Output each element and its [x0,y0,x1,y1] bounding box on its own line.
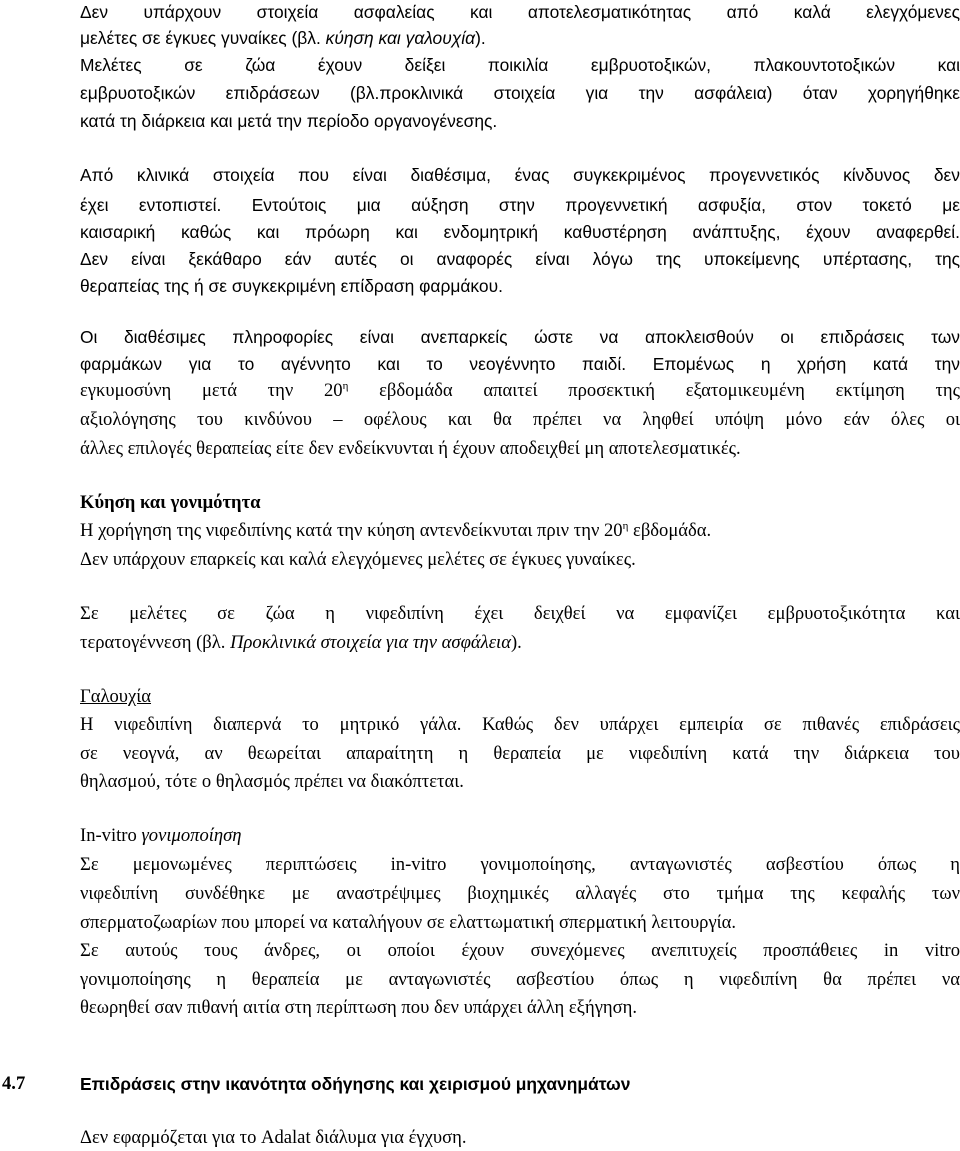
text-line: κατά τη διάρκεια και μετά την περίοδο οργανογένεσης. [80,111,498,131]
text-span: εβδομάδα. [628,520,712,541]
text-line: Σε μελέτες σε ζώα η νιφεδιπίνη έχει δειχθεί να εμφανίζει εμβρυοτοξικότητα και [80,603,960,624]
text-line: καισαρική καθώς και πρόωρη και ενδομητρική καθυστέρηση ανάπτυξης, έχουν αναφερθεί. [80,222,960,242]
italic-reference: Προκλινικά στοιχεία για την ασφάλεια [230,632,511,653]
text-line: Μελέτες σε ζώα έχουν δείξει ποικιλία εμβρυοτοξικών, πλακουντοτοξικών και [80,55,960,75]
text-line: Η νιφεδιπίνη διαπερνά το μητρικό γάλα. Καθώς δεν υπάρχει εμπειρία σε πιθανές επιδράσεις [80,714,960,735]
subheading-lactation: Γαλουχία [80,686,152,707]
text-line: Δεν είναι ξεκάθαρο εάν αυτές οι αναφορές είναι λόγω της υποκείμενης υπέρτασης, της [80,249,960,269]
text-line: Οι διαθέσιμες πληροφορίες είναι ανεπαρκείς ώστε να αποκλεισθούν οι επιδράσεις των [80,327,960,347]
text-span: μελέτες σε έγκυες γυναίκες (βλ. [80,28,326,48]
subheading-ivf [80,824,242,848]
text-line: θεωρηθεί σαν πιθανή αιτία στη περίπτωση που δεν υπάρχει άλλη εξήγηση. [80,997,638,1018]
text-span: ). [475,28,486,48]
italic-text: γονιμοποίηση [141,825,242,846]
section-body: Δεν εφαρμόζεται για το Adalat διάλυμα για έγχυση. [80,1127,467,1148]
text-line: σε νεογνά, αν θεωρείται απαραίτητη η θεραπεία με νιφεδιπίνη κατά την διάρκεια του [80,743,960,764]
text-line: Σε μεμονωμένες περιπτώσεις in-vitro γονιμοποίησης, ανταγωνιστές ασβεστίου όπως η [80,854,960,875]
text-span: τερατογέννεση (βλ. [80,632,231,653]
superscript: η [342,380,349,392]
text-span: εβδομάδα απαιτεί προσεκτική εξατομικευμένη εκτίμηση της [348,380,960,401]
text-line: αξιολόγησης του κινδύνου – οφέλους και θα πρέπει να ληφθεί υπόψη μόνο εάν όλες οι [80,409,960,430]
section-title: Επιδράσεις στην ικανότητα οδήγησης και χειρισμού μηχανημάτων [80,1074,631,1094]
text-line: εμβρυοτοξικών επιδράσεων (βλ.προκλινικά στοιχεία για την ασφάλεια) όταν χορηγήθηκε [80,83,960,103]
text-line: Από κλινικά στοιχεία που είναι διαθέσιμα, ένας συγκεκριμένος προγεννετικός κίνδυνος δεν [80,165,960,185]
text-line: Δεν υπάρχουν επαρκείς και καλά ελεγχόμενες μελέτες σε έγκυες γυναίκες. [80,549,636,570]
text-line: θεραπείας της ή σε συγκεκριμένη επίδραση φαρμάκου. [80,276,503,296]
text-line: έχει εντοπιστεί. Εντούτοις μια αύξηση στην προγεννετική ασφυξία, στον τοκετό με [80,195,960,215]
text-line: Δεν υπάρχουν στοιχεία ασφαλείας και αποτελεσματικότητας από καλά ελεγχόμενες [80,2,960,22]
text-line: φαρμάκων για το αγέννητο και το νεογέννητο παιδί. Επομένως η χρήση κατά την [80,354,960,374]
text-line [80,26,486,50]
italic-reference: κύηση και γαλουχία [325,28,476,48]
text-line: άλλες επιλογές θεραπείας είτε δεν ενδείκνυνται ή έχουν αποδειχθεί μη αποτελεσματικές. [80,438,741,459]
superscript: η [622,520,629,532]
text-line: Σε αυτούς τους άνδρες, οι οποίοι έχουν συνεχόμενες ανεπιτυχείς προσπάθειες in vitro [80,940,960,961]
text-line: σπερματοζωαρίων που μπορεί να καταλήγουν σε ελαττωματική σπερματική λειτουργία. [80,912,737,933]
text-line: νιφεδιπίνη συνδέθηκε με αναστρέψιμες βιοχημικές αλλαγές στο τμήμα της κεφαλής των [80,883,960,904]
subheading-pregnancy: Κύηση και γονιμότητα [80,492,261,513]
text-span: εγκυμοσύνη μετά την 20 [80,380,343,401]
text-line [80,379,960,403]
text-line: θηλασμού, τότε ο θηλασμός πρέπει να διακόπτεται. [80,771,464,792]
text-line [80,631,522,655]
text-line: γονιμοποίησης η θεραπεία με ανταγωνιστές ασβεστίου όπως η νιφεδιπίνη θα πρέπει να [80,969,960,990]
text-span: ). [510,632,522,653]
section-number: 4.7 [2,1073,26,1094]
text-line [80,519,711,543]
text-span: In-vitro [80,825,142,846]
text-span: Η χορήγηση της νιφεδιπίνης κατά την κύηση αντενδείκνυται πριν την 20 [80,520,623,541]
